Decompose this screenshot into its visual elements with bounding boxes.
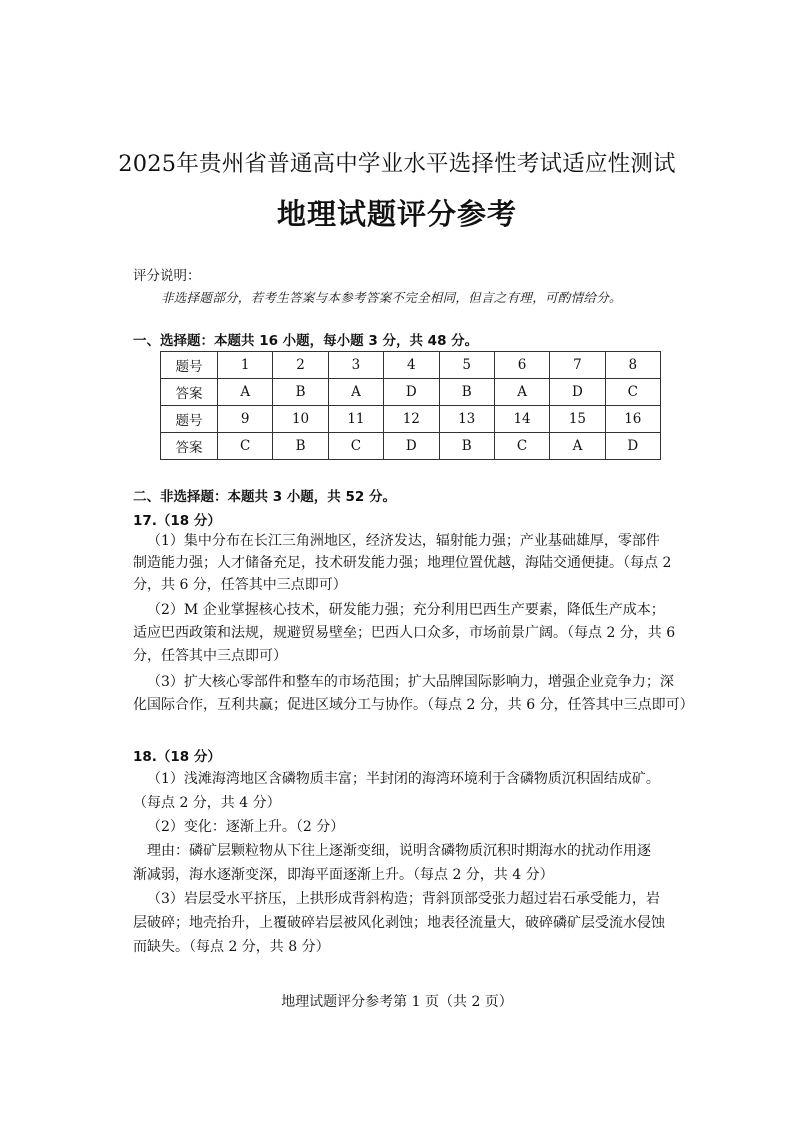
- answer-table-cell: 3: [328, 352, 383, 379]
- q18-line: （1）浅滩海湾地区含磷物质丰富；半封闭的海湾环境利于含磷物质沉积固结成矿。: [147, 771, 660, 787]
- answer-table-row: [161, 433, 661, 460]
- q18-line: （3）岩层受水平挤压，上拱形成背斜构造；背斜顶部受张力超过岩石承受能力，岩: [147, 891, 660, 907]
- answer-table-row-header: 题号: [161, 352, 218, 379]
- answer-table-row-header: 答案: [161, 433, 218, 460]
- answer-table-cell: B: [273, 433, 328, 460]
- answer-table-cell: 14: [494, 406, 549, 433]
- answer-table-cell: B: [439, 433, 494, 460]
- answer-table-cell: 9: [218, 406, 273, 433]
- scoring-notes-text: 非选择题部分，若考生答案与本参考答案不完全相同，但言之有理，可酌情给分。: [161, 290, 622, 305]
- q17-line: （2）M 企业掌握核心技术，研发能力强；充分利用巴西生产要素，降低生产成本；: [147, 602, 665, 618]
- answer-table-cell: D: [384, 433, 439, 460]
- q17-line: 化国际合作，互利共赢；促进区域分工与协作。（每点 2 分，共 6 分，任答其中三点即可）: [133, 697, 694, 713]
- answer-table-cell: B: [439, 379, 494, 406]
- q18-line: 而缺失。（每点 2 分，共 8 分）: [133, 939, 330, 955]
- q17-line: 制造能力强；人才储备充足，技术研发能力强；地理位置优越，海陆交通便捷。（每点 2: [133, 555, 672, 571]
- answer-table-cell: C: [218, 433, 273, 460]
- answer-table-cell: A: [550, 433, 605, 460]
- answer-table-row: [161, 406, 661, 433]
- answer-table-cell: 12: [384, 406, 439, 433]
- answer-table-row-header: 答案: [161, 379, 218, 406]
- q18-line: （2）变化：逐渐上升。（2 分）: [147, 819, 345, 835]
- answer-table-cell: 11: [328, 406, 383, 433]
- answer-table: [160, 351, 661, 460]
- q18-line: 层破碎；地壳抬升，上覆破碎岩层被风化剥蚀；地表径流量大，破碎磷矿层受流水侵蚀: [133, 915, 665, 931]
- answer-table-cell: C: [494, 433, 549, 460]
- q18-line: 渐减弱，海水逐渐变深，即海平面逐渐上升。（每点 2 分，共 4 分）: [133, 867, 554, 883]
- q18-heading: 18.（18 分）: [133, 749, 221, 765]
- q18-line: 理由：磷矿层颗粒物从下往上逐渐变细，说明含磷物质沉积时期海水的扰动作用逐: [147, 843, 651, 859]
- document-subtitle: 地理试题评分参考: [276, 197, 517, 231]
- section1-heading: 一、选择题：本题共 16 小题，每小题 3 分，共 48 分。: [133, 333, 479, 349]
- answer-table-cell: 4: [384, 352, 439, 379]
- answer-table-cell: C: [328, 433, 383, 460]
- answer-table-cell: 13: [439, 406, 494, 433]
- q17-heading: 17.（18 分）: [133, 513, 221, 529]
- exam-title: 2025年贵州省普通高中学业水平选择性考试适应性测试: [118, 151, 676, 177]
- scoring-notes-label: 评分说明：: [133, 268, 201, 284]
- q17-line: 适应巴西政策和法规，规避贸易壁垒；巴西人口众多，市场前景广阔。（每点 2 分，共 6: [133, 625, 676, 641]
- answer-table-cell: D: [605, 433, 660, 460]
- answer-table-cell: 15: [550, 406, 605, 433]
- answer-table-row: [161, 352, 661, 379]
- q17-line: 分，任答其中三点即可）: [133, 648, 287, 664]
- answer-table-cell: 10: [273, 406, 328, 433]
- answer-table-cell: A: [328, 379, 383, 406]
- answer-table-row: [161, 379, 661, 406]
- answer-table-cell: A: [494, 379, 549, 406]
- q17-line: 分，共 6 分，任答其中三点即可）: [133, 577, 347, 593]
- section2-heading: 二、非选择题：本题共 3 小题，共 52 分。: [133, 489, 396, 505]
- q17-line: （1）集中分布在长江三角洲地区，经济发达，辐射能力强；产业基础雄厚，零部件: [147, 533, 660, 549]
- answer-table-cell: 7: [550, 352, 605, 379]
- answer-table-cell: B: [273, 379, 328, 406]
- answer-table-cell: C: [605, 379, 660, 406]
- answer-table-cell: 2: [273, 352, 328, 379]
- answer-table-cell: A: [218, 379, 273, 406]
- q18-line: （每点 2 分，共 4 分）: [133, 795, 281, 811]
- answer-table-cell: 6: [494, 352, 549, 379]
- answer-table-cell: 8: [605, 352, 660, 379]
- page-footer: 地理试题评分参考第 1 页（共 2 页）: [281, 994, 513, 1010]
- answer-table-cell: 16: [605, 406, 660, 433]
- answer-table-cell: 1: [218, 352, 273, 379]
- answer-table-row-header: 题号: [161, 406, 218, 433]
- answer-table-cell: D: [384, 379, 439, 406]
- q17-line: （3）扩大核心零部件和整车的市场范围；扩大品牌国际影响力，增强企业竞争力；深: [147, 674, 674, 690]
- answer-table-cell: 5: [439, 352, 494, 379]
- answer-table-cell: D: [550, 379, 605, 406]
